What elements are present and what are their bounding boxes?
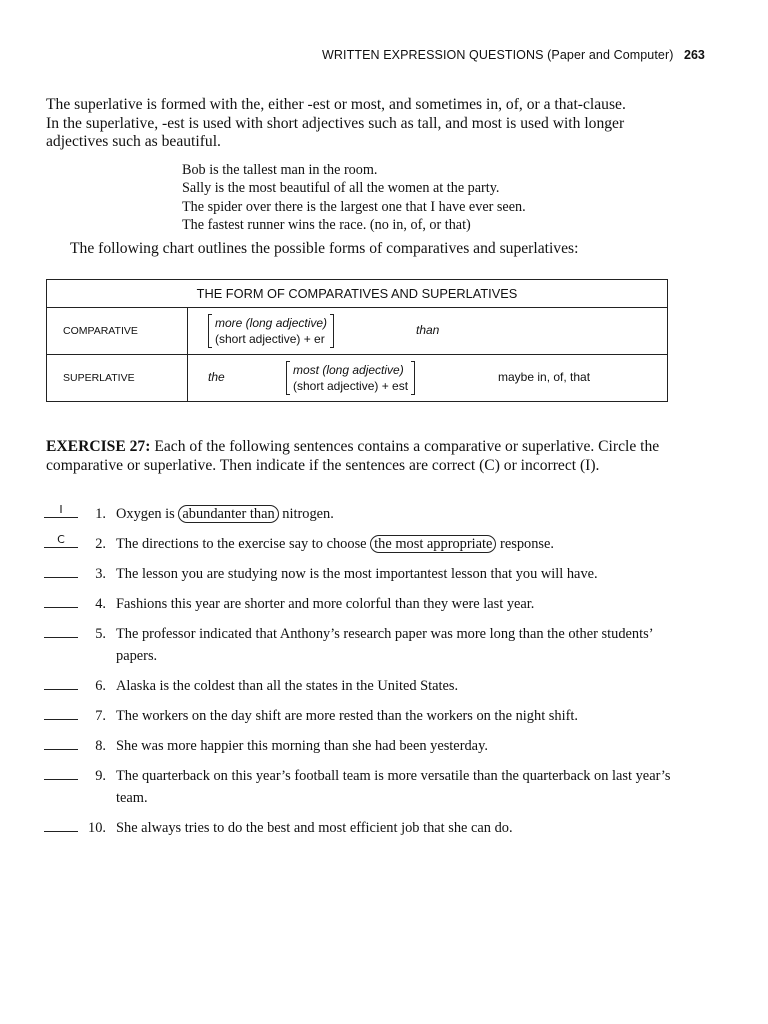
circled-phrase: abundanter than [178, 505, 278, 523]
exercise-items [44, 503, 684, 847]
item-sentence: Fashions this year are shorter and more colorful than they were last year. [116, 596, 535, 612]
chart-intro: The following chart outlines the possible forms of comparatives and superlatives: [70, 240, 579, 257]
exercise-item [44, 593, 684, 623]
circled-phrase: the most appropriate [370, 535, 496, 553]
item-sentence: The professor indicated that Anthony’s research paper was more long than the other students’ papers. [116, 626, 653, 664]
superlative-bracket [286, 361, 415, 395]
comparative-form-line-2: (short adjective) + er [215, 332, 325, 346]
intro-line-3: adjectives such as beautiful. [46, 133, 221, 150]
intro-line-1: The superlative is formed with the, either -est or most, and sometimes in, of, or a that-clause. [46, 96, 626, 113]
item-sentence [116, 503, 676, 525]
superlative-form [188, 355, 668, 402]
item-number: 10. [88, 820, 106, 836]
answer-blank[interactable]: C [44, 533, 78, 548]
item-number: 5. [95, 626, 106, 642]
example-4: The fastest runner wins the race. (no in, of, or that) [182, 216, 471, 233]
item-text-after: nitrogen. [278, 506, 334, 522]
item-sentence: Alaska is the coldest than all the states in the United States. [116, 678, 459, 694]
item-number: 1. [95, 506, 106, 522]
item-number: 7. [95, 708, 106, 724]
example-1: Bob is the tallest man in the room. [182, 162, 378, 178]
running-head: WRITTEN EXPRESSION QUESTIONS (Paper and Computer) [322, 48, 674, 62]
item-number: 2. [95, 536, 106, 552]
comparative-label: COMPARATIVE [47, 308, 188, 355]
item-sentence: The workers on the day shift are more rested than the workers on the night shift. [116, 708, 578, 724]
exercise-item [44, 533, 684, 563]
item-sentence: The quarterback on this year’s football team is more versatile than the quarterback on last year’s team. [116, 768, 671, 806]
example-2: Sally is the most beautiful of all the women at the party. [182, 180, 500, 197]
item-sentence [116, 533, 676, 555]
comparative-bracket [208, 314, 334, 348]
comparative-than: than [416, 323, 440, 337]
item-number: 6. [95, 678, 106, 694]
example-3: The spider over there is the largest one that I have ever seen. [182, 198, 526, 215]
exercise-item [44, 503, 684, 533]
exercise-item [44, 705, 684, 735]
item-sentence: The lesson you are studying now is the most importantest lesson that you will have. [116, 566, 598, 582]
item-number: 9. [95, 768, 106, 784]
answer-blank[interactable] [44, 765, 78, 780]
intro-line-2: In the superlative, -est is used with short adjectives such as tall, and most is used with longer [46, 114, 625, 132]
comparative-form-line-1: more (long adjective) [215, 316, 328, 330]
item-sentence: She always tries to do the best and most efficient job that she can do. [116, 820, 513, 836]
item-number: 8. [95, 738, 106, 754]
item-number: 3. [95, 566, 106, 582]
exercise-instructions [46, 438, 676, 475]
item-number: 4. [95, 596, 106, 612]
item-text-before: The directions to the exercise say to choose [116, 536, 371, 552]
exercise-item [44, 735, 684, 765]
superlative-label: SUPERLATIVE [47, 355, 188, 402]
answer-blank[interactable] [44, 563, 78, 578]
item-sentence: She was more happier this morning than she had been yesterday. [116, 738, 488, 754]
superlative-form-line-1: most (long adjective) [293, 363, 404, 377]
superlative-note: maybe in, of, that [498, 370, 591, 384]
answer-blank[interactable] [44, 735, 78, 750]
exercise-title: EXERCISE 27: [46, 438, 151, 455]
exercise-item [44, 675, 684, 705]
exercise-item [44, 817, 684, 847]
page-header [0, 48, 768, 68]
intro-paragraph [46, 96, 686, 152]
item-text-after: response. [496, 536, 555, 552]
comparative-form [188, 308, 668, 355]
forms-table [46, 279, 668, 402]
exercise-item [44, 623, 684, 675]
answer-blank[interactable] [44, 675, 78, 690]
page-number: 263 [684, 48, 705, 62]
exercise-item [44, 765, 684, 817]
example-sentences [182, 161, 526, 234]
superlative-the: the [208, 370, 225, 384]
exercise-instructions-text: Each of the following sentences contains a comparative or superlative. Circle the comparative or superlative. Then indicate if the sentences are correct (C) or incorrect (I). [46, 438, 660, 474]
exercise-item [44, 563, 684, 593]
answer-blank[interactable]: I [44, 503, 78, 518]
answer-blank[interactable] [44, 593, 78, 608]
answer-blank[interactable] [44, 623, 78, 638]
answer-blank[interactable] [44, 705, 78, 720]
superlative-form-line-2: (short adjective) + est [293, 379, 409, 393]
answer-blank[interactable] [44, 817, 78, 832]
forms-table-heading: THE FORM OF COMPARATIVES AND SUPERLATIVES [47, 280, 668, 308]
item-text-before: Oxygen is [116, 506, 179, 522]
